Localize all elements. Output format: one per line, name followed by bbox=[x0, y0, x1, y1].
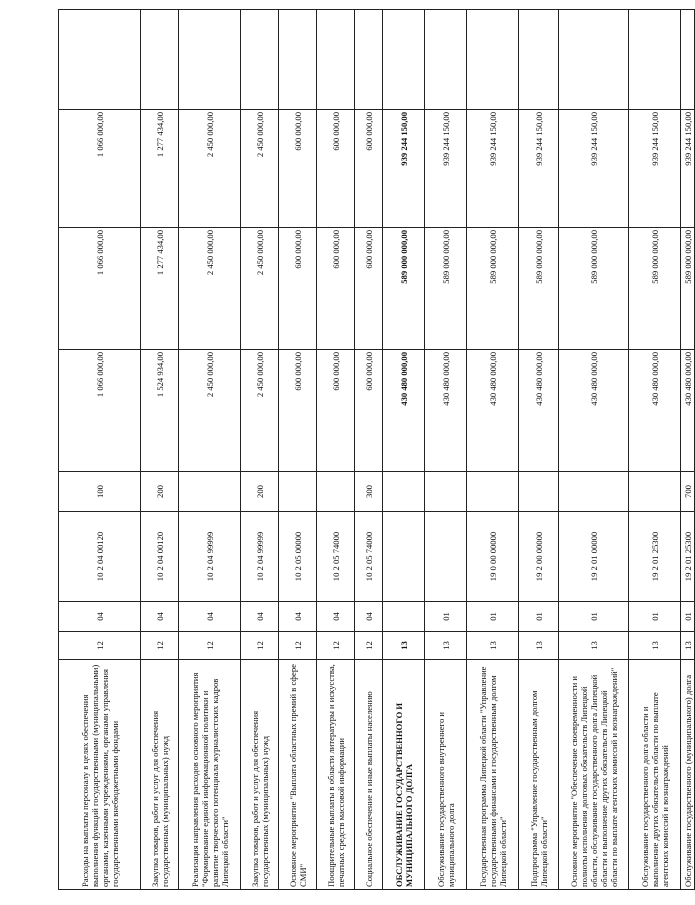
expense-kind-code bbox=[317, 472, 355, 512]
target-article-code: 10 2 04 99999 bbox=[179, 512, 241, 602]
row-name: Обслуживание государственного внутреннего и муниципального долга bbox=[425, 660, 467, 890]
expense-kind-code bbox=[559, 472, 629, 512]
table-row bbox=[355, 10, 383, 890]
empty-cell bbox=[59, 10, 141, 110]
expense-kind-code bbox=[383, 472, 425, 512]
chapter-code: 13 bbox=[559, 632, 629, 660]
section-code: 01 bbox=[425, 602, 467, 632]
empty-cell bbox=[681, 10, 695, 110]
row-name: Основное мероприятие "Выплата областных премий в сфере СМИ" bbox=[279, 660, 317, 890]
rotated-page bbox=[58, 10, 693, 890]
section-code: 01 bbox=[681, 602, 695, 632]
amount-year-2: 600 000,00 bbox=[279, 228, 317, 350]
amount-year-1: 430 480 000,00 bbox=[383, 350, 425, 472]
row-name: Закупка товаров, работ и услуг для обеспечения государственных (муниципальных) нужд bbox=[241, 660, 279, 890]
amount-year-1: 430 480 000,00 bbox=[629, 350, 681, 472]
section-code bbox=[383, 602, 425, 632]
empty-cell bbox=[179, 10, 241, 110]
row-name: Подпрограмма "Управление государственным долгом Липецкой области" bbox=[519, 660, 559, 890]
target-article-code bbox=[425, 512, 467, 602]
chapter-code: 13 bbox=[629, 632, 681, 660]
empty-cell bbox=[241, 10, 279, 110]
row-name: Основное мероприятие "Обеспечение своевременности и полноты исполнения долговых обязательств Липецкой области, обслуживание государственного долга Липецкой области и выполнение других обязательств Липецкой области по выплате агентских комиссий и вознаграждений" bbox=[559, 660, 629, 890]
amount-year-3: 939 244 150,00 bbox=[681, 110, 695, 228]
target-article-code bbox=[383, 512, 425, 602]
amount-year-2: 589 000 000,00 bbox=[425, 228, 467, 350]
target-article-code: 19 2 00 00000 bbox=[519, 512, 559, 602]
amount-year-1: 1 066 000,00 bbox=[59, 350, 141, 472]
amount-year-1: 2 450 000,00 bbox=[241, 350, 279, 472]
target-article-code: 10 2 05 74000 bbox=[355, 512, 383, 602]
amount-year-1: 430 480 000,00 bbox=[467, 350, 519, 472]
expense-kind-code bbox=[425, 472, 467, 512]
section-code: 01 bbox=[519, 602, 559, 632]
amount-year-2: 600 000,00 bbox=[355, 228, 383, 350]
expense-kind-code: 300 bbox=[355, 472, 383, 512]
table-row bbox=[425, 10, 467, 890]
table-row bbox=[241, 10, 279, 890]
expense-kind-code bbox=[279, 472, 317, 512]
chapter-code: 13 bbox=[425, 632, 467, 660]
empty-cell bbox=[355, 10, 383, 110]
section-code: 04 bbox=[141, 602, 179, 632]
section-code: 04 bbox=[59, 602, 141, 632]
empty-cell bbox=[519, 10, 559, 110]
amount-year-3: 939 244 150,00 bbox=[559, 110, 629, 228]
target-article-code: 19 2 01 25300 bbox=[681, 512, 695, 602]
table-row bbox=[179, 10, 241, 890]
chapter-code: 12 bbox=[355, 632, 383, 660]
amount-year-3: 1 066 000,00 bbox=[59, 110, 141, 228]
amount-year-2: 1 277 434,00 bbox=[141, 228, 179, 350]
table-row bbox=[467, 10, 519, 890]
amount-year-2: 589 000 000,00 bbox=[467, 228, 519, 350]
row-name: ОБСЛУЖИВАНИЕ ГОСУДАРСТВЕННОГО И МУНИЦИПАЛЬНОГО ДОЛГА bbox=[383, 660, 425, 890]
chapter-code: 12 bbox=[141, 632, 179, 660]
table-row bbox=[279, 10, 317, 890]
empty-cell bbox=[629, 10, 681, 110]
expense-kind-code: 200 bbox=[241, 472, 279, 512]
amount-year-1: 2 450 000,00 bbox=[179, 350, 241, 472]
amount-year-3: 2 450 000,00 bbox=[241, 110, 279, 228]
amount-year-2: 600 000,00 bbox=[317, 228, 355, 350]
amount-year-3: 600 000,00 bbox=[279, 110, 317, 228]
empty-cell bbox=[425, 10, 467, 110]
amount-year-3: 939 244 150,00 bbox=[629, 110, 681, 228]
chapter-code: 12 bbox=[317, 632, 355, 660]
row-name: Реализация направления расходов основного мероприятия "Формирование единой информационной политики и развитие творческого потенциала журналистских кадров Липецкой области" bbox=[179, 660, 241, 890]
amount-year-2: 589 000 000,00 bbox=[383, 228, 425, 350]
expense-kind-code bbox=[629, 472, 681, 512]
table-row bbox=[317, 10, 355, 890]
amount-year-3: 939 244 150,00 bbox=[467, 110, 519, 228]
section-code: 01 bbox=[559, 602, 629, 632]
amount-year-1: 600 000,00 bbox=[317, 350, 355, 472]
section-code: 04 bbox=[355, 602, 383, 632]
empty-cell bbox=[141, 10, 179, 110]
chapter-code: 12 bbox=[179, 632, 241, 660]
amount-year-3: 939 244 150,00 bbox=[383, 110, 425, 228]
amount-year-2: 589 000 000,00 bbox=[519, 228, 559, 350]
amount-year-1: 600 000,00 bbox=[355, 350, 383, 472]
expense-kind-code: 700 bbox=[681, 472, 695, 512]
amount-year-3: 600 000,00 bbox=[355, 110, 383, 228]
row-name: Расходы на выплаты персоналу в целях обеспечения выполнения функций государственными (муниципальными) органами, казенными учреждениями, органами управления государственными внебюджетными фондами bbox=[59, 660, 141, 890]
section-code: 01 bbox=[467, 602, 519, 632]
budget-table bbox=[58, 9, 695, 890]
row-name: Поощрительные выплаты в области литературы и искусства, печатных средств массовой информации bbox=[317, 660, 355, 890]
amount-year-1: 1 524 934,00 bbox=[141, 350, 179, 472]
table-row bbox=[681, 10, 695, 890]
chapter-code: 12 bbox=[59, 632, 141, 660]
section-code: 04 bbox=[317, 602, 355, 632]
amount-year-2: 589 000 000,00 bbox=[629, 228, 681, 350]
row-name: Обслуживание государственного (муниципального) долга bbox=[681, 660, 695, 890]
chapter-code: 13 bbox=[519, 632, 559, 660]
target-article-code: 19 2 01 00000 bbox=[559, 512, 629, 602]
amount-year-1: 430 480 000,00 bbox=[559, 350, 629, 472]
empty-cell bbox=[467, 10, 519, 110]
target-article-code: 10 2 04 00120 bbox=[59, 512, 141, 602]
table-row bbox=[141, 10, 179, 890]
chapter-code: 12 bbox=[279, 632, 317, 660]
section-code: 04 bbox=[279, 602, 317, 632]
amount-year-2: 589 000 000,00 bbox=[559, 228, 629, 350]
amount-year-1: 430 480 000,00 bbox=[519, 350, 559, 472]
amount-year-3: 600 000,00 bbox=[317, 110, 355, 228]
chapter-code: 13 bbox=[383, 632, 425, 660]
chapter-code: 13 bbox=[681, 632, 695, 660]
amount-year-2: 1 066 000,00 bbox=[59, 228, 141, 350]
amount-year-3: 939 244 150,00 bbox=[519, 110, 559, 228]
empty-cell bbox=[383, 10, 425, 110]
target-article-code: 10 2 04 00120 bbox=[141, 512, 179, 602]
table-row bbox=[383, 10, 425, 890]
expense-kind-code bbox=[519, 472, 559, 512]
table-row bbox=[559, 10, 629, 890]
amount-year-2: 2 450 000,00 bbox=[179, 228, 241, 350]
amount-year-3: 1 277 434,00 bbox=[141, 110, 179, 228]
target-article-code: 10 2 05 74000 bbox=[317, 512, 355, 602]
table-row bbox=[59, 10, 141, 890]
chapter-code: 13 bbox=[467, 632, 519, 660]
section-code: 04 bbox=[241, 602, 279, 632]
target-article-code: 19 0 00 00000 bbox=[467, 512, 519, 602]
target-article-code: 19 2 01 25300 bbox=[629, 512, 681, 602]
amount-year-2: 589 000 000,00 bbox=[681, 228, 695, 350]
table-row bbox=[629, 10, 681, 890]
row-name: Обслуживание государственного долга области и выполнение других обязательств области по выплате агентских комиссий и вознаграждений bbox=[629, 660, 681, 890]
expense-kind-code bbox=[179, 472, 241, 512]
row-name: Социальное обеспечение и иные выплаты населению bbox=[355, 660, 383, 890]
target-article-code: 10 2 04 99999 bbox=[241, 512, 279, 602]
empty-cell bbox=[279, 10, 317, 110]
row-name: Закупка товаров, работ и услуг для обеспечения государственных (муниципальных) нужд bbox=[141, 660, 179, 890]
target-article-code: 10 2 05 00000 bbox=[279, 512, 317, 602]
section-code: 04 bbox=[179, 602, 241, 632]
expense-kind-code: 200 bbox=[141, 472, 179, 512]
amount-year-1: 430 480 000,00 bbox=[681, 350, 695, 472]
amount-year-3: 939 244 150,00 bbox=[425, 110, 467, 228]
amount-year-1: 430 480 000,00 bbox=[425, 350, 467, 472]
empty-cell bbox=[317, 10, 355, 110]
section-code: 01 bbox=[629, 602, 681, 632]
empty-cell bbox=[559, 10, 629, 110]
expense-kind-code bbox=[467, 472, 519, 512]
amount-year-2: 2 450 000,00 bbox=[241, 228, 279, 350]
amount-year-3: 2 450 000,00 bbox=[179, 110, 241, 228]
table-row bbox=[519, 10, 559, 890]
expense-kind-code: 100 bbox=[59, 472, 141, 512]
amount-year-1: 600 000,00 bbox=[279, 350, 317, 472]
chapter-code: 12 bbox=[241, 632, 279, 660]
row-name: Государственная программа Липецкой области "Управление государственными финансами и государственным долгом Липецкой области" bbox=[467, 660, 519, 890]
